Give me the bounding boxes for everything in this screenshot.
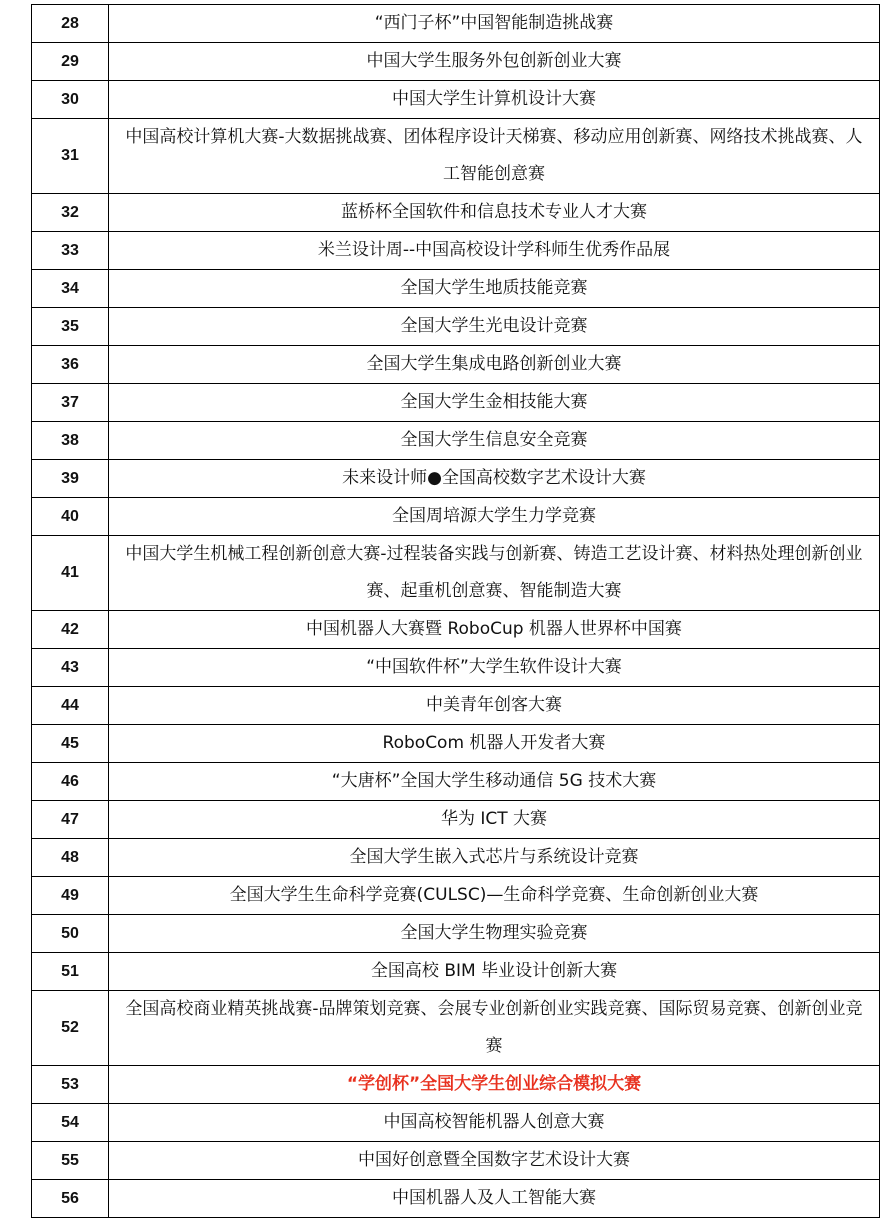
competition-name: 中国大学生服务外包创新创业大赛 — [109, 43, 880, 81]
row-number: 45 — [32, 725, 109, 763]
row-number: 46 — [32, 763, 109, 801]
table-row — [32, 460, 880, 498]
row-number: 48 — [32, 839, 109, 877]
competition-name: RoboCom 机器人开发者大赛 — [109, 725, 880, 763]
table-row — [32, 536, 880, 611]
table-row — [32, 5, 880, 43]
table-row — [32, 839, 880, 877]
table-row — [32, 232, 880, 270]
competition-name: 全国大学生生命科学竞赛(CULSC)—生命科学竞赛、生命创新创业大赛 — [109, 877, 880, 915]
table-row — [32, 763, 880, 801]
competition-table-body — [32, 5, 880, 1218]
table-row — [32, 801, 880, 839]
competition-name: 蓝桥杯全国软件和信息技术专业人才大赛 — [109, 194, 880, 232]
table-row — [32, 194, 880, 232]
competition-name: “中国软件杯”大学生软件设计大赛 — [109, 649, 880, 687]
table-row — [32, 1142, 880, 1180]
competition-name: 中国机器人及人工智能大赛 — [109, 1180, 880, 1218]
table-row — [32, 308, 880, 346]
row-number: 42 — [32, 611, 109, 649]
competition-name: 华为 ICT 大赛 — [109, 801, 880, 839]
row-number: 54 — [32, 1104, 109, 1142]
row-number: 51 — [32, 953, 109, 991]
row-number: 40 — [32, 498, 109, 536]
row-number: 33 — [32, 232, 109, 270]
competition-name: “西门子杯”中国智能制造挑战赛 — [109, 5, 880, 43]
competition-name: 米兰设计周--中国高校设计学科师生优秀作品展 — [109, 232, 880, 270]
row-number: 36 — [32, 346, 109, 384]
table-row-highlighted — [32, 1066, 880, 1104]
table-row — [32, 649, 880, 687]
row-number: 28 — [32, 5, 109, 43]
competition-name: 全国大学生地质技能竞赛 — [109, 270, 880, 308]
competition-name: 中国机器人大赛暨 RoboCup 机器人世界杯中国赛 — [109, 611, 880, 649]
row-number: 38 — [32, 422, 109, 460]
table-row — [32, 43, 880, 81]
table-row — [32, 119, 880, 194]
row-number: 47 — [32, 801, 109, 839]
competition-name: 中美青年创客大赛 — [109, 687, 880, 725]
table-row — [32, 687, 880, 725]
row-number: 49 — [32, 877, 109, 915]
competition-name: 未来设计师●全国高校数字艺术设计大赛 — [109, 460, 880, 498]
table-row — [32, 915, 880, 953]
row-number: 35 — [32, 308, 109, 346]
table-row — [32, 953, 880, 991]
row-number: 50 — [32, 915, 109, 953]
competition-name: 全国大学生嵌入式芯片与系统设计竞赛 — [109, 839, 880, 877]
row-number: 34 — [32, 270, 109, 308]
competition-name: 中国高校计算机大赛-大数据挑战赛、团体程序设计天梯赛、移动应用创新赛、网络技术挑战赛、人工智能创意赛 — [109, 119, 880, 194]
row-number: 52 — [32, 991, 109, 1066]
competition-name-highlighted: “学创杯”全国大学生创业综合模拟大赛 — [109, 1066, 880, 1104]
competition-name: 全国高校商业精英挑战赛-品牌策划竞赛、会展专业创新创业实践竞赛、国际贸易竞赛、创新创业竞赛 — [109, 991, 880, 1066]
table-row — [32, 498, 880, 536]
competition-name: 中国好创意暨全国数字艺术设计大赛 — [109, 1142, 880, 1180]
row-number: 39 — [32, 460, 109, 498]
table-row — [32, 384, 880, 422]
table-row — [32, 877, 880, 915]
table-row — [32, 270, 880, 308]
competition-name: 中国大学生计算机设计大赛 — [109, 81, 880, 119]
competition-name: 全国大学生金相技能大赛 — [109, 384, 880, 422]
row-number: 43 — [32, 649, 109, 687]
competition-table — [31, 4, 880, 1218]
table-row — [32, 422, 880, 460]
table-row — [32, 611, 880, 649]
row-number: 29 — [32, 43, 109, 81]
competition-name: 全国大学生信息安全竞赛 — [109, 422, 880, 460]
competition-name: 全国大学生光电设计竞赛 — [109, 308, 880, 346]
competition-name: 全国大学生物理实验竞赛 — [109, 915, 880, 953]
competition-name: “大唐杯”全国大学生移动通信 5G 技术大赛 — [109, 763, 880, 801]
row-number: 53 — [32, 1066, 109, 1104]
row-number: 30 — [32, 81, 109, 119]
table-row — [32, 1180, 880, 1218]
row-number: 44 — [32, 687, 109, 725]
table-row — [32, 1104, 880, 1142]
competition-name: 中国大学生机械工程创新创意大赛-过程装备实践与创新赛、铸造工艺设计赛、材料热处理创新创业赛、起重机创意赛、智能制造大赛 — [109, 536, 880, 611]
table-row — [32, 991, 880, 1066]
table-row — [32, 81, 880, 119]
table-row — [32, 346, 880, 384]
competition-name: 中国高校智能机器人创意大赛 — [109, 1104, 880, 1142]
competition-name: 全国高校 BIM 毕业设计创新大赛 — [109, 953, 880, 991]
row-number: 55 — [32, 1142, 109, 1180]
row-number: 56 — [32, 1180, 109, 1218]
competition-name: 全国大学生集成电路创新创业大赛 — [109, 346, 880, 384]
table-row — [32, 725, 880, 763]
row-number: 37 — [32, 384, 109, 422]
competition-name: 全国周培源大学生力学竞赛 — [109, 498, 880, 536]
row-number: 32 — [32, 194, 109, 232]
row-number: 31 — [32, 119, 109, 194]
row-number: 41 — [32, 536, 109, 611]
